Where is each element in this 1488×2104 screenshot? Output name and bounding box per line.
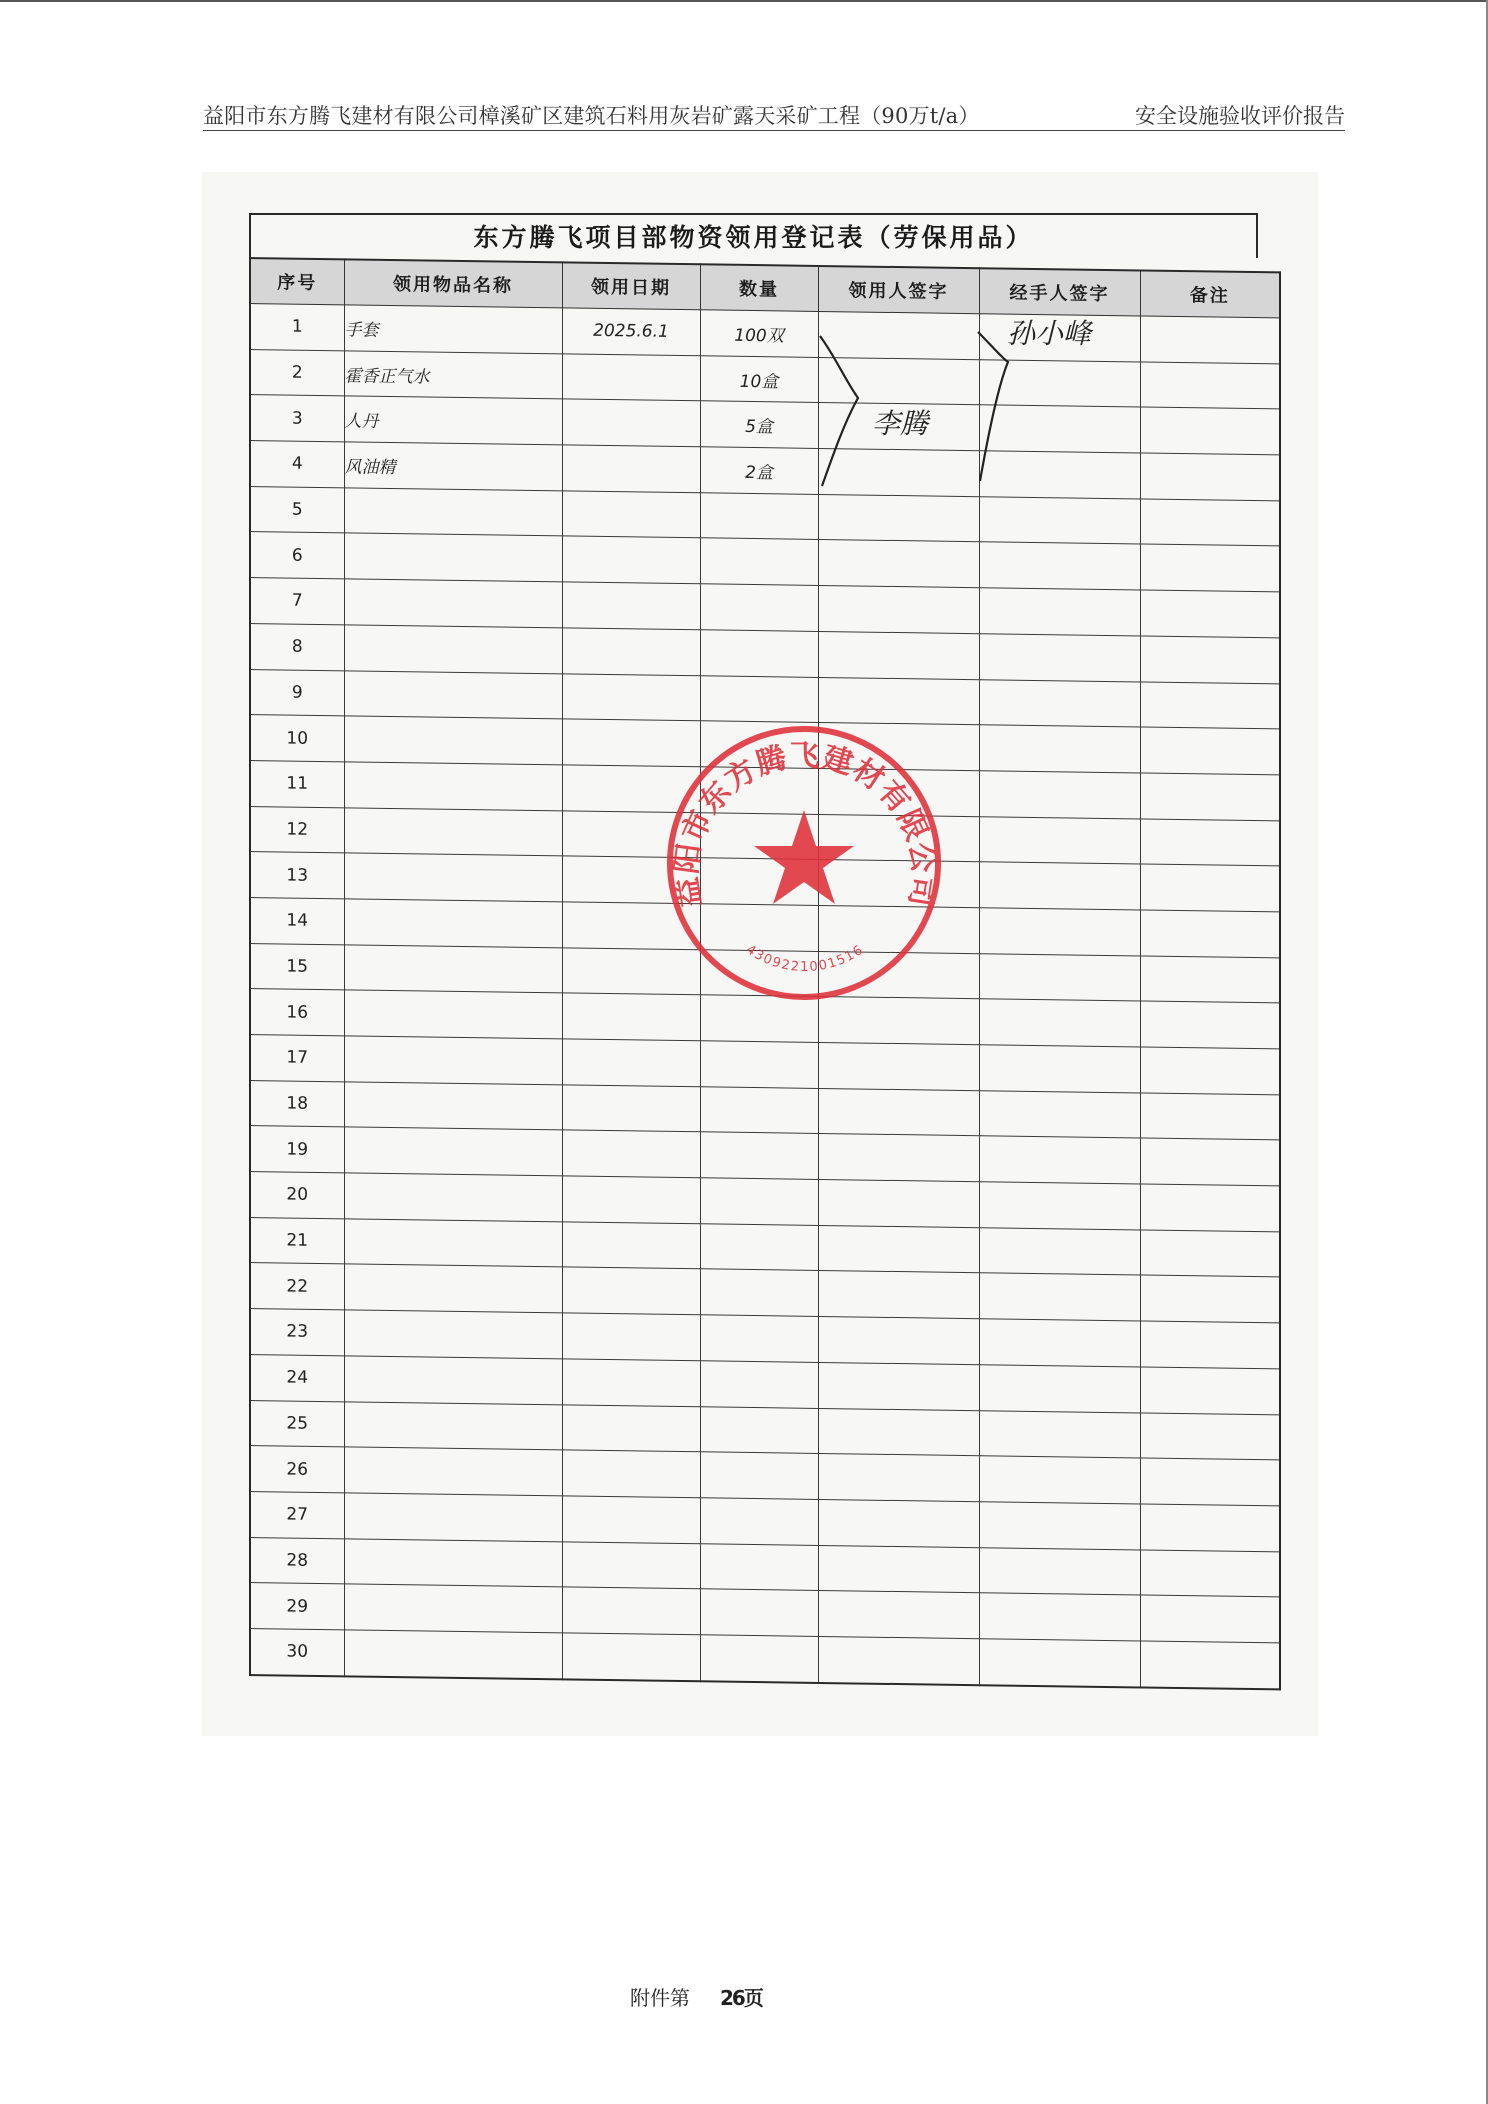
handler-cell bbox=[979, 1593, 1140, 1641]
page-top-edge bbox=[0, 0, 1488, 2]
footer-page-number: 26页 bbox=[720, 1986, 762, 2010]
item-cell bbox=[344, 625, 562, 674]
item-cell bbox=[344, 1401, 562, 1450]
item-cell bbox=[344, 853, 562, 902]
recipient-cell bbox=[818, 1317, 979, 1365]
remark-cell bbox=[1140, 499, 1280, 547]
seq-cell: 15 bbox=[250, 943, 344, 990]
recipient-cell bbox=[818, 1636, 979, 1684]
item-cell bbox=[344, 1173, 562, 1222]
qty-cell bbox=[700, 1543, 818, 1590]
date-cell bbox=[562, 1176, 700, 1224]
item-cell bbox=[344, 533, 562, 582]
recipient-cell bbox=[818, 1271, 979, 1319]
seq-cell: 11 bbox=[250, 760, 344, 807]
remark-cell bbox=[1140, 1047, 1280, 1095]
item-cell: 手套 bbox=[344, 305, 562, 354]
seq-cell: 22 bbox=[250, 1263, 344, 1310]
col-header-date: 领用日期 bbox=[562, 262, 700, 309]
handler-cell bbox=[979, 953, 1140, 1001]
handler-cell bbox=[979, 771, 1140, 819]
recipient-cell bbox=[818, 1362, 979, 1410]
qty-cell bbox=[700, 1224, 818, 1271]
item-cell bbox=[344, 1127, 562, 1176]
seq-cell: 23 bbox=[250, 1309, 344, 1356]
date-cell bbox=[562, 354, 700, 402]
handler-cell bbox=[979, 999, 1140, 1047]
form-title: 东方腾飞项目部物资领用登记表（劳保用品） bbox=[249, 213, 1258, 258]
recipient-cell bbox=[818, 1499, 979, 1547]
handler-cell bbox=[979, 359, 1140, 407]
recipient-cell bbox=[818, 1408, 979, 1456]
recipient-cell bbox=[818, 540, 979, 588]
seq-cell: 26 bbox=[250, 1446, 344, 1493]
remark-cell bbox=[1140, 910, 1280, 958]
seq-cell: 18 bbox=[250, 1080, 344, 1127]
date-cell bbox=[562, 1313, 700, 1361]
seq-cell: 25 bbox=[250, 1400, 344, 1447]
seq-cell: 24 bbox=[250, 1354, 344, 1401]
qty-cell bbox=[700, 584, 818, 631]
item-cell: 风油精 bbox=[344, 442, 562, 491]
item-cell bbox=[344, 1356, 562, 1405]
seq-cell: 4 bbox=[250, 441, 344, 488]
qty-cell bbox=[700, 1041, 818, 1088]
item-cell bbox=[344, 807, 562, 856]
qty-cell bbox=[700, 675, 818, 722]
seq-cell: 3 bbox=[250, 395, 344, 442]
handler-cell bbox=[979, 1045, 1140, 1093]
date-cell bbox=[562, 1633, 700, 1681]
handler-cell bbox=[979, 1273, 1140, 1321]
handler-cell bbox=[979, 1639, 1140, 1687]
qty-cell bbox=[700, 1315, 818, 1362]
handler-cell bbox=[979, 405, 1140, 453]
remark-cell bbox=[1140, 1275, 1280, 1323]
handler-signature: 孙小峰 bbox=[1007, 317, 1092, 350]
date-cell bbox=[562, 445, 700, 493]
seq-cell: 14 bbox=[250, 897, 344, 944]
handler-cell bbox=[979, 1502, 1140, 1550]
header-project-title: 益阳市东方腾飞建材有限公司樟溪矿区建筑石料用灰岩矿露天采矿工程（90万t/a） bbox=[203, 104, 980, 128]
recipient-cell bbox=[818, 357, 979, 405]
remark-cell bbox=[1140, 453, 1280, 501]
item-cell bbox=[344, 990, 562, 1039]
date-cell bbox=[562, 1587, 700, 1635]
item-cell bbox=[344, 1082, 562, 1131]
recipient-cell bbox=[818, 1454, 979, 1502]
remark-cell bbox=[1140, 407, 1280, 455]
handler-cell bbox=[979, 862, 1140, 910]
date-cell bbox=[562, 673, 700, 721]
date-cell bbox=[562, 1130, 700, 1178]
item-cell: 人丹 bbox=[344, 396, 562, 445]
handler-cell bbox=[979, 1319, 1140, 1367]
handler-cell bbox=[979, 816, 1140, 864]
qty-cell bbox=[700, 1498, 818, 1545]
date-cell bbox=[562, 1496, 700, 1544]
remark-cell bbox=[1140, 544, 1280, 592]
seq-cell: 12 bbox=[250, 806, 344, 853]
header-report-name: 安全设施验收评价报告 bbox=[1135, 104, 1345, 128]
handler-cell bbox=[979, 588, 1140, 636]
remark-cell bbox=[1140, 819, 1280, 867]
item-cell bbox=[344, 670, 562, 719]
date-cell bbox=[562, 1359, 700, 1407]
recipient-cell bbox=[818, 1088, 979, 1136]
qty-cell: 10盒 bbox=[700, 355, 818, 402]
running-header bbox=[203, 100, 1345, 131]
remark-cell bbox=[1140, 1321, 1280, 1369]
recipient-cell bbox=[818, 494, 979, 542]
item-cell bbox=[344, 716, 562, 765]
remark-cell bbox=[1140, 956, 1280, 1004]
remark-cell bbox=[1140, 1093, 1280, 1141]
handler-cell bbox=[979, 1410, 1140, 1458]
recipient-signature: 李腾 bbox=[872, 407, 929, 440]
recipient-cell bbox=[818, 311, 979, 359]
handler-cell bbox=[979, 496, 1140, 544]
company-seal bbox=[663, 722, 945, 1004]
seq-cell: 8 bbox=[250, 623, 344, 670]
col-header-handler: 经手人签字 bbox=[979, 268, 1140, 316]
item-cell bbox=[344, 1264, 562, 1313]
remark-cell bbox=[1140, 1230, 1280, 1278]
recipient-cell bbox=[818, 1225, 979, 1273]
qty-cell bbox=[700, 1635, 818, 1683]
qty-cell: 2盒 bbox=[700, 447, 818, 494]
handler-cell bbox=[979, 725, 1140, 773]
remark-cell bbox=[1140, 773, 1280, 821]
recipient-cell bbox=[818, 1180, 979, 1228]
handler-cell bbox=[979, 679, 1140, 727]
item-cell bbox=[344, 1538, 562, 1587]
seq-cell: 30 bbox=[250, 1628, 344, 1676]
item-cell bbox=[344, 1630, 562, 1679]
date-cell bbox=[562, 491, 700, 539]
recipient-cell bbox=[818, 1591, 979, 1639]
qty-cell bbox=[700, 1269, 818, 1316]
page-footer bbox=[630, 1982, 762, 2011]
seq-cell: 27 bbox=[250, 1491, 344, 1538]
handler-cell bbox=[979, 451, 1140, 499]
remark-cell bbox=[1140, 1138, 1280, 1186]
handler-cell bbox=[979, 908, 1140, 956]
item-cell bbox=[344, 1310, 562, 1359]
remark-cell bbox=[1140, 362, 1280, 410]
col-header-recipient: 领用人签字 bbox=[818, 266, 979, 314]
date-cell bbox=[562, 536, 700, 584]
remark-cell bbox=[1140, 681, 1280, 729]
seq-cell: 21 bbox=[250, 1217, 344, 1264]
item-cell bbox=[344, 488, 562, 537]
seal-star bbox=[754, 810, 854, 904]
recipient-cell bbox=[818, 586, 979, 634]
date-cell bbox=[562, 1450, 700, 1498]
handler-cell bbox=[979, 1227, 1140, 1275]
date-cell bbox=[562, 1267, 700, 1315]
date-cell bbox=[562, 1222, 700, 1270]
seq-cell: 20 bbox=[250, 1172, 344, 1219]
remark-cell bbox=[1140, 1550, 1280, 1598]
remark-cell bbox=[1140, 1458, 1280, 1506]
remark-cell bbox=[1140, 864, 1280, 912]
qty-cell bbox=[700, 1452, 818, 1499]
handler-cell bbox=[979, 1547, 1140, 1595]
seq-cell: 5 bbox=[250, 486, 344, 533]
seq-cell: 1 bbox=[250, 304, 344, 351]
qty-cell: 100双 bbox=[700, 310, 818, 357]
item-cell bbox=[344, 1584, 562, 1633]
remark-cell bbox=[1140, 1595, 1280, 1643]
col-header-seq: 序号 bbox=[250, 258, 344, 305]
col-header-qty: 数量 bbox=[700, 264, 818, 311]
handler-cell bbox=[979, 1365, 1140, 1413]
handler-cell bbox=[979, 1090, 1140, 1138]
item-cell bbox=[344, 899, 562, 948]
qty-cell: 5盒 bbox=[700, 401, 818, 448]
recipient-cell bbox=[818, 449, 979, 497]
seq-cell: 10 bbox=[250, 715, 344, 762]
seq-cell: 6 bbox=[250, 532, 344, 579]
item-cell bbox=[344, 1493, 562, 1542]
seq-cell: 2 bbox=[250, 349, 344, 396]
qty-cell bbox=[700, 1178, 818, 1225]
qty-cell bbox=[700, 1086, 818, 1133]
item-cell bbox=[344, 1447, 562, 1496]
item-cell bbox=[344, 944, 562, 993]
seal-code-text bbox=[743, 942, 867, 975]
item-cell: 霍香正气水 bbox=[344, 351, 562, 400]
item-cell bbox=[344, 1219, 562, 1268]
qty-cell bbox=[700, 1361, 818, 1408]
date-cell: 2025.6.1 bbox=[562, 308, 700, 356]
date-cell bbox=[562, 1541, 700, 1589]
seq-cell: 7 bbox=[250, 578, 344, 625]
qty-cell bbox=[700, 493, 818, 540]
seq-cell: 29 bbox=[250, 1583, 344, 1630]
handler-cell bbox=[979, 542, 1140, 590]
seq-cell: 17 bbox=[250, 1035, 344, 1082]
remark-cell bbox=[1140, 636, 1280, 684]
seq-cell: 16 bbox=[250, 989, 344, 1036]
remark-cell bbox=[1140, 1367, 1280, 1415]
remark-cell bbox=[1140, 1412, 1280, 1460]
date-cell bbox=[562, 582, 700, 630]
date-cell bbox=[562, 628, 700, 676]
qty-cell bbox=[700, 630, 818, 677]
item-cell bbox=[344, 1036, 562, 1085]
remark-cell bbox=[1140, 316, 1280, 364]
handler-cell bbox=[979, 1136, 1140, 1184]
col-header-item: 领用物品名称 bbox=[344, 259, 562, 308]
recipient-cell bbox=[818, 677, 979, 725]
seq-cell: 19 bbox=[250, 1126, 344, 1173]
remark-cell bbox=[1140, 1184, 1280, 1232]
date-cell bbox=[562, 1404, 700, 1452]
seal-code-path: 4309221001516 bbox=[743, 942, 867, 976]
seal-company-path: 益阳市东方腾飞建材有限公司 bbox=[669, 738, 941, 910]
seq-cell: 9 bbox=[250, 669, 344, 716]
remark-cell bbox=[1140, 1001, 1280, 1049]
recipient-cell bbox=[818, 1545, 979, 1593]
footer-label: 附件第 bbox=[630, 1986, 690, 2010]
qty-cell bbox=[700, 1406, 818, 1453]
handler-cell bbox=[979, 1456, 1140, 1504]
handler-cell bbox=[979, 634, 1140, 682]
remark-cell bbox=[1140, 590, 1280, 638]
qty-cell bbox=[700, 538, 818, 585]
date-cell bbox=[562, 399, 700, 447]
item-cell bbox=[344, 762, 562, 811]
seq-cell: 28 bbox=[250, 1537, 344, 1584]
remark-cell bbox=[1140, 1504, 1280, 1552]
qty-cell bbox=[700, 1132, 818, 1179]
recipient-cell bbox=[818, 1134, 979, 1182]
recipient-cell bbox=[818, 1042, 979, 1090]
remark-cell bbox=[1140, 727, 1280, 775]
date-cell bbox=[562, 1085, 700, 1133]
recipient-cell bbox=[818, 631, 979, 679]
handler-cell bbox=[979, 1182, 1140, 1230]
seq-cell: 13 bbox=[250, 852, 344, 899]
date-cell bbox=[562, 1039, 700, 1087]
col-header-remark: 备注 bbox=[1140, 270, 1280, 317]
remark-cell bbox=[1140, 1641, 1280, 1689]
qty-cell bbox=[700, 1589, 818, 1636]
item-cell bbox=[344, 579, 562, 628]
